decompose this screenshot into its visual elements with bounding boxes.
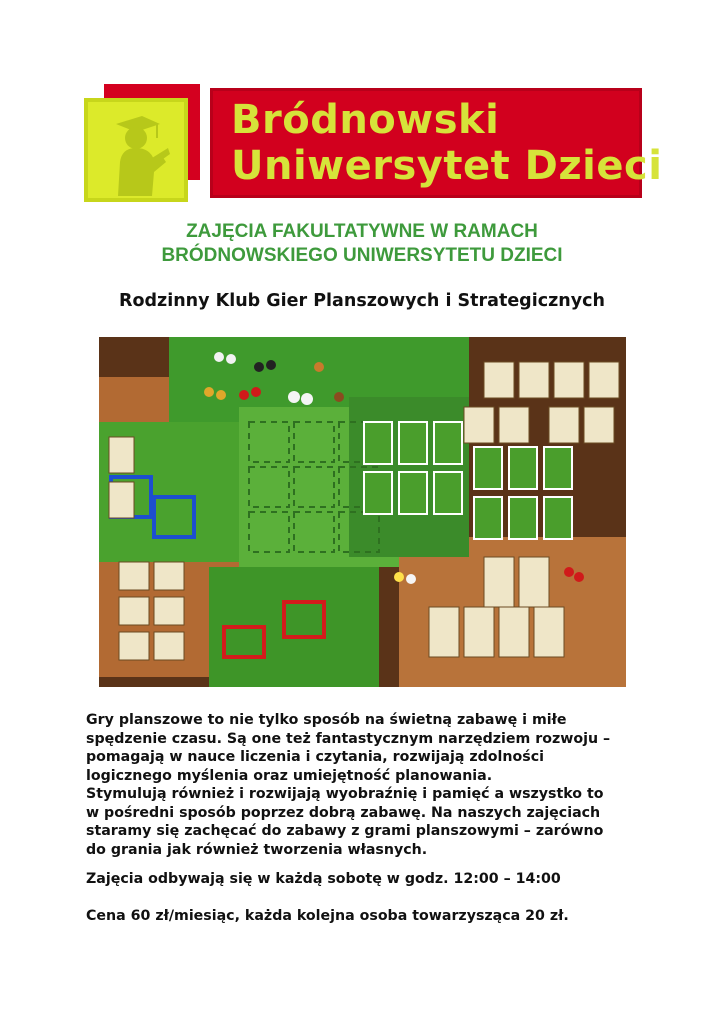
board-game-photo [99, 337, 626, 687]
paragraph-benefits [86, 785, 640, 859]
paragraph-intro [86, 711, 640, 785]
graduate-figure-icon [102, 110, 172, 196]
paragraph-line: logicznego myślenia oraz umiejętność planowania. [86, 767, 493, 784]
schedule-text: Zajęcia odbywają się w każdą sobotę w godz. 12:00 – 14:00 [86, 871, 561, 887]
paragraph-line: do grania jak również tworzenia własnych. [86, 841, 428, 858]
heading-line2: BRÓDNOWSKIEGO UNIWERSYTETU DZIECI [161, 245, 563, 266]
paragraph-line: pomagają w nauce liczenia i czytania, rozwijają zdolności [86, 749, 544, 766]
paragraph-line: w pośredni sposób poprzez dobrą zabawę. Na naszych zajęciach [86, 804, 601, 821]
paragraph-line: staramy się zachęcać do zabawy z grami planszowymi – zarówno [86, 823, 604, 840]
logo-text-line1: Bródnowski [231, 97, 500, 143]
document-subtitle: Rodzinny Klub Gier Planszowych i Strategicznych [119, 291, 605, 311]
logo-banner [210, 88, 663, 198]
price-text: Cena 60 zł/miesiąc, każda kolejna osoba towarzysząca 20 zł. [86, 908, 569, 924]
paragraph-line: Stymulują również i rozwijają wyobraźnię i pamięć a wszystko to [86, 786, 604, 802]
board-game-illustration [99, 337, 626, 687]
paragraph-line: Gry planszowe to nie tylko sposób na świetną zabawę i miłe [86, 712, 567, 728]
paragraph-line: spędzenie czasu. Są one też fantastycznym narzędziem rozwoju – [86, 730, 611, 747]
heading-line1: ZAJĘCIA FAKULTATYWNE W RAMACH [186, 221, 538, 242]
logo-emblem [84, 98, 188, 202]
logo [84, 84, 663, 204]
logo-text-line2: Uniwersytet Dzieci [231, 143, 663, 189]
